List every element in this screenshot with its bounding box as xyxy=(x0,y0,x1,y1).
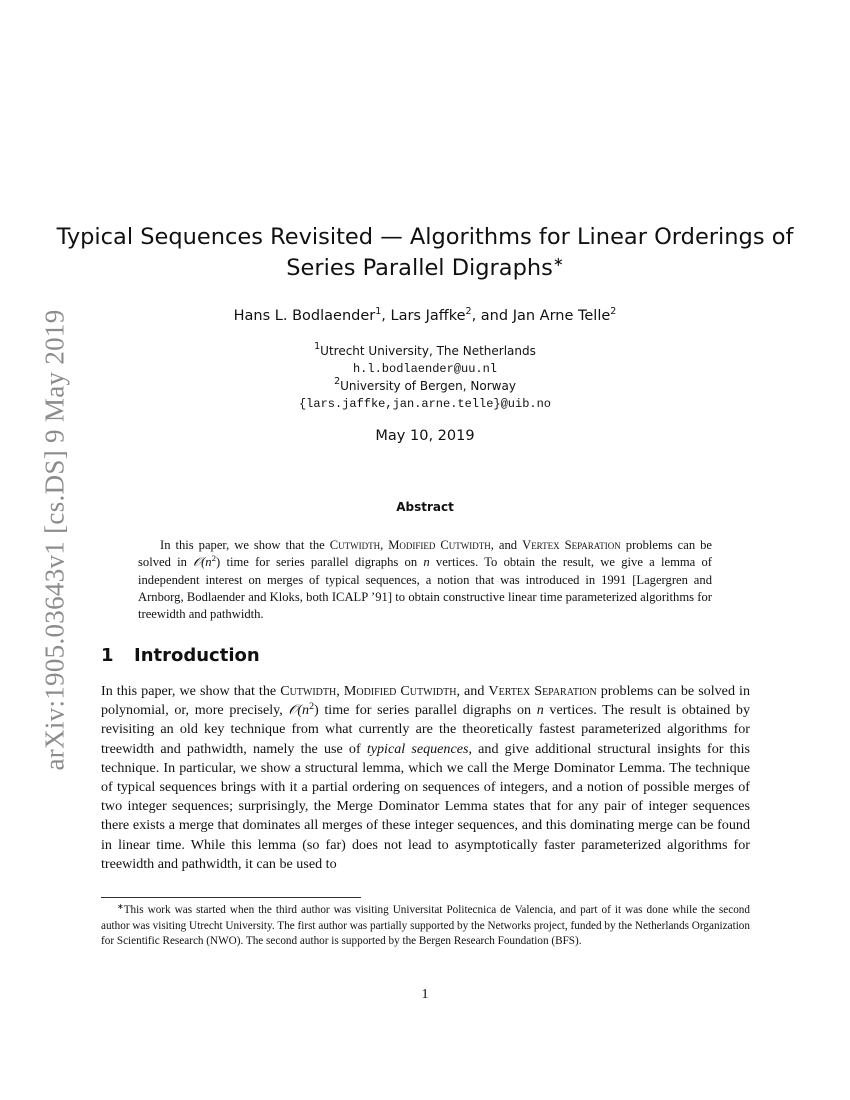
author-separator: , and xyxy=(471,308,513,324)
abstract-run: time for series parallel digraphs on xyxy=(220,555,424,570)
body-run: time for series parallel digraphs on xyxy=(318,702,537,719)
paper-title xyxy=(0,222,850,284)
author-name: Jan Arne Telle xyxy=(512,308,611,324)
body-run: In this paper, we show that the xyxy=(101,683,281,699)
introduction-paragraph xyxy=(101,682,750,874)
affiliation-name: Utrecht University, The Netherlands xyxy=(320,344,536,358)
abstract-run: vertices. To obtain the result, we give a lemma of independent interest on merges of typical sequences, a notion that was introduced in 1991 [Lagergren and Arnborg, Bodlaender and Kloks, both ICALP ’91] to obtain constructive linear time parameterized algorithms for treewidth and pathwidth. xyxy=(138,555,712,622)
affiliation-1 xyxy=(0,343,850,361)
affiliation-number: 2 xyxy=(334,376,341,387)
problem-name: Vertex Separation xyxy=(488,683,597,699)
author-affiliation: 2 xyxy=(610,306,617,317)
footnote-divider xyxy=(101,897,361,898)
author-name: Hans L. Bodlaender xyxy=(233,308,376,324)
affiliations xyxy=(0,343,850,413)
emphasized-term: typical sequences xyxy=(366,740,469,757)
body-run: , xyxy=(336,683,344,699)
affiliation-2-email: {lars.jaffke,jan.arne.telle}@uib.no xyxy=(298,396,552,411)
footnote xyxy=(101,903,750,950)
math-paren: ) xyxy=(216,555,221,570)
abstract-run: problems can be solved in xyxy=(138,538,712,570)
title-footnote-marker: ∗ xyxy=(552,255,564,270)
author-affiliation: 2 xyxy=(465,306,472,317)
arxiv-identifier-stamp: arXiv:1905.03643v1 [cs.DS] 9 May 2019 xyxy=(39,309,70,771)
footnote-marker: ∗ xyxy=(117,902,124,911)
problem-name: Cutwidth xyxy=(329,538,381,552)
math-paren: ) xyxy=(314,702,319,719)
abstract-run: , xyxy=(380,538,389,552)
abstract-run: , and xyxy=(490,538,523,552)
title-line-2 xyxy=(0,253,850,284)
author-list xyxy=(0,308,850,324)
math-variable: n xyxy=(423,555,430,570)
problem-name: Cutwidth xyxy=(280,683,337,699)
author-name: Lars Jaffke xyxy=(390,308,466,324)
abstract-text xyxy=(138,537,712,623)
affiliation-1-email: h.l.bodlaender@uu.nl xyxy=(352,361,498,376)
section-number: 1 xyxy=(101,645,114,666)
section-title: Introduction xyxy=(134,645,260,666)
body-run: , and xyxy=(456,683,489,699)
problem-name: Modified Cutwidth xyxy=(388,538,491,552)
body-run: problems can be solved in polynomial, or, more precisely, xyxy=(101,683,750,719)
problem-name: Modified Cutwidth xyxy=(343,683,457,699)
abstract-run: In this paper, we show that the xyxy=(160,538,330,552)
body-run: , and give additional structural insights for this technique. In particular, we show a structural lemma, which we call the Merge Dominator Lemma. The technique of typical sequences brings with it a partial ordering on sequences of integers, and a notion of possible merges of two integer sequences; surprisingly, the Merge Dominator Lemma states that for any pair of integer sequences there exists a merge that dominates all merges of these integer sequences, and this dominating merge can be found in linear time. While this lemma (so far) does not lead to asymptotically faster parameterized algorithms for treewidth and pathwidth, it can be used to xyxy=(101,740,750,872)
publication-date: May 10, 2019 xyxy=(375,428,475,444)
abstract-heading: Abstract xyxy=(396,500,454,514)
math-exponent: 2 xyxy=(211,553,217,564)
math-complexity: 𝒪(n xyxy=(193,555,212,570)
title-line-2-text: Series Parallel Digraphs xyxy=(286,255,553,281)
affiliation-2 xyxy=(0,378,850,396)
title-line-1: Typical Sequences Revisited — Algorithms for Linear Orderings of xyxy=(56,224,794,250)
page-number: 1 xyxy=(421,987,429,1002)
math-exponent: 2 xyxy=(309,701,315,713)
math-complexity: 𝒪(n xyxy=(288,702,310,719)
section-heading xyxy=(101,645,260,666)
affiliation-number: 1 xyxy=(314,341,321,352)
author-affiliation: 1 xyxy=(375,306,382,317)
affiliation-name: University of Bergen, Norway xyxy=(340,379,516,393)
author-separator: , xyxy=(381,308,391,324)
body-run: vertices. The result is obtained by revisiting an old key technique from what currently are the theoretically fastest parameterized algorithms for treewidth and pathwidth, namely the use of xyxy=(101,702,750,757)
footnote-text: This work was started when the third author was visiting Universitat Politecnica de Valencia, and part of it was done while the second author was visiting Utrecht University. The first author was partially supported by the Networks project, funded by the Netherlands Organization for Scientific Research (NWO). The second author is supported by the Bergen Research Foundation (BFS). xyxy=(101,904,750,948)
problem-name: Vertex Separation xyxy=(522,538,621,552)
math-variable: n xyxy=(536,702,544,719)
